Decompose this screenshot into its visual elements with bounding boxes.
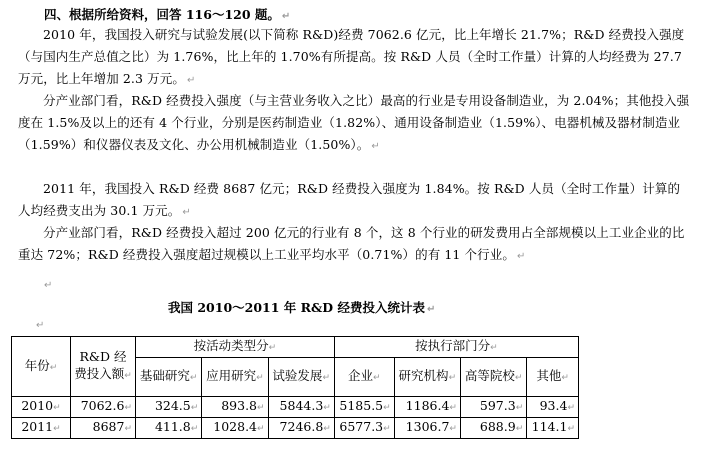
paragraph-mark: ↵ xyxy=(371,141,380,152)
paragraph-mark: ↵ xyxy=(281,11,291,22)
cell-basic: 324.5↵ xyxy=(136,397,202,418)
header-by-sector: 按执行部门分↵ xyxy=(334,337,578,358)
paragraph-1 xyxy=(18,24,690,92)
cell-institute: 1186.4↵ xyxy=(394,397,460,418)
cell-total: 8687↵ xyxy=(71,418,136,439)
section-heading xyxy=(44,5,290,23)
paragraph-1-text: 2010 年，我国投入研究与试验发展(以下简称 R&D)经费 7062.6 亿元，比上年增长 21.7%；R&D 经费投入强度（与国内生产总值之比）为 1.76%，比上年的 1.70%有所提高。按 R&D 人员（全时工作量）计算的人均经费为 27.7 万元，比上年增加 2.3 万元。 xyxy=(18,27,685,86)
paragraph-3 xyxy=(18,178,690,224)
header-university: 高等院校↵ xyxy=(460,358,526,397)
empty-paragraph-mark: ↵ xyxy=(44,280,53,291)
cell-enterprise: 5185.5↵ xyxy=(334,397,394,418)
cell-university: 597.3↵ xyxy=(460,397,526,418)
header-applied-research: 应用研究↵ xyxy=(202,358,268,397)
empty-paragraph-mark: ↵ xyxy=(36,320,45,331)
cell-other: 93.4↵ xyxy=(527,397,579,418)
cell-total: 7062.6↵ xyxy=(71,397,136,418)
cell-year: 2010↵ xyxy=(12,397,71,418)
header-total: R&D 经费投入额↵ xyxy=(71,337,136,397)
paragraph-mark: ↵ xyxy=(427,304,436,315)
paragraph-mark: ↵ xyxy=(182,207,191,218)
paragraph-mark: ↵ xyxy=(186,75,196,86)
cell-institute: 1306.7↵ xyxy=(394,418,460,439)
header-other: 其他↵ xyxy=(527,358,579,397)
heading-text: 四、根据所给资料，回答 116～120 题。 xyxy=(44,7,280,22)
paragraph-3-text: 2011 年，我国投入 R&D 经费 8687 亿元；R&D 经费投入强度为 1.84%。按 R&D 人员（全时工作量）计算的人均经费支出为 30.1 万元。 xyxy=(18,181,681,218)
header-experimental-development: 试验发展↵ xyxy=(268,358,334,397)
paragraph-mark: ↵ xyxy=(516,251,526,262)
cell-enterprise: 6577.3↵ xyxy=(334,418,394,439)
header-basic-research: 基础研究↵ xyxy=(136,358,202,397)
header-enterprise: 企业↵ xyxy=(334,358,394,397)
cell-other: 114.1↵ xyxy=(527,418,579,439)
header-by-activity: 按活动类型分↵ xyxy=(136,337,335,358)
cell-basic: 411.8↵ xyxy=(136,418,202,439)
cell-experimental: 7246.8↵ xyxy=(268,418,334,439)
cell-applied: 1028.4↵ xyxy=(202,418,268,439)
cell-applied: 893.8↵ xyxy=(202,397,268,418)
table-row xyxy=(12,397,579,418)
cell-experimental: 5844.3↵ xyxy=(268,397,334,418)
paragraph-2 xyxy=(18,90,690,158)
paragraph-2-text: 分产业部门看，R&D 经费投入强度（与主营业务收入之比）最高的行业是专用设备制造业，为 2.04%；其他投入强度在 1.5%及以上的还有 4 个行业，分别是医药制造业（1.82%）、通用设备制造业（1.59%）、电器机械及器材制造业（1.59%）和仪器仪表及文化、办公用机械制造业（1.50%）。 xyxy=(18,93,690,152)
paragraph-4 xyxy=(18,222,690,268)
header-year: 年份↵ xyxy=(12,337,71,397)
paragraph-4-text: 分产业部门看，R&D 经费投入超过 200 亿元的行业有 8 个，这 8 个行业的研发费用占全部规模以上工业企业的比重达 72%；R&D 经费投入强度超过规模以上工业平均水平（0.71%）的有 11 个行业。 xyxy=(18,225,685,262)
header-research-institute: 研究机构↵ xyxy=(394,358,460,397)
rd-statistics-table xyxy=(11,336,579,439)
table-title xyxy=(168,298,435,316)
table-row xyxy=(12,418,579,439)
cell-university: 688.9↵ xyxy=(460,418,526,439)
cell-year: 2011↵ xyxy=(12,418,71,439)
table-title-text: 我国 2010～2011 年 R&D 经费投入统计表 xyxy=(168,300,426,315)
